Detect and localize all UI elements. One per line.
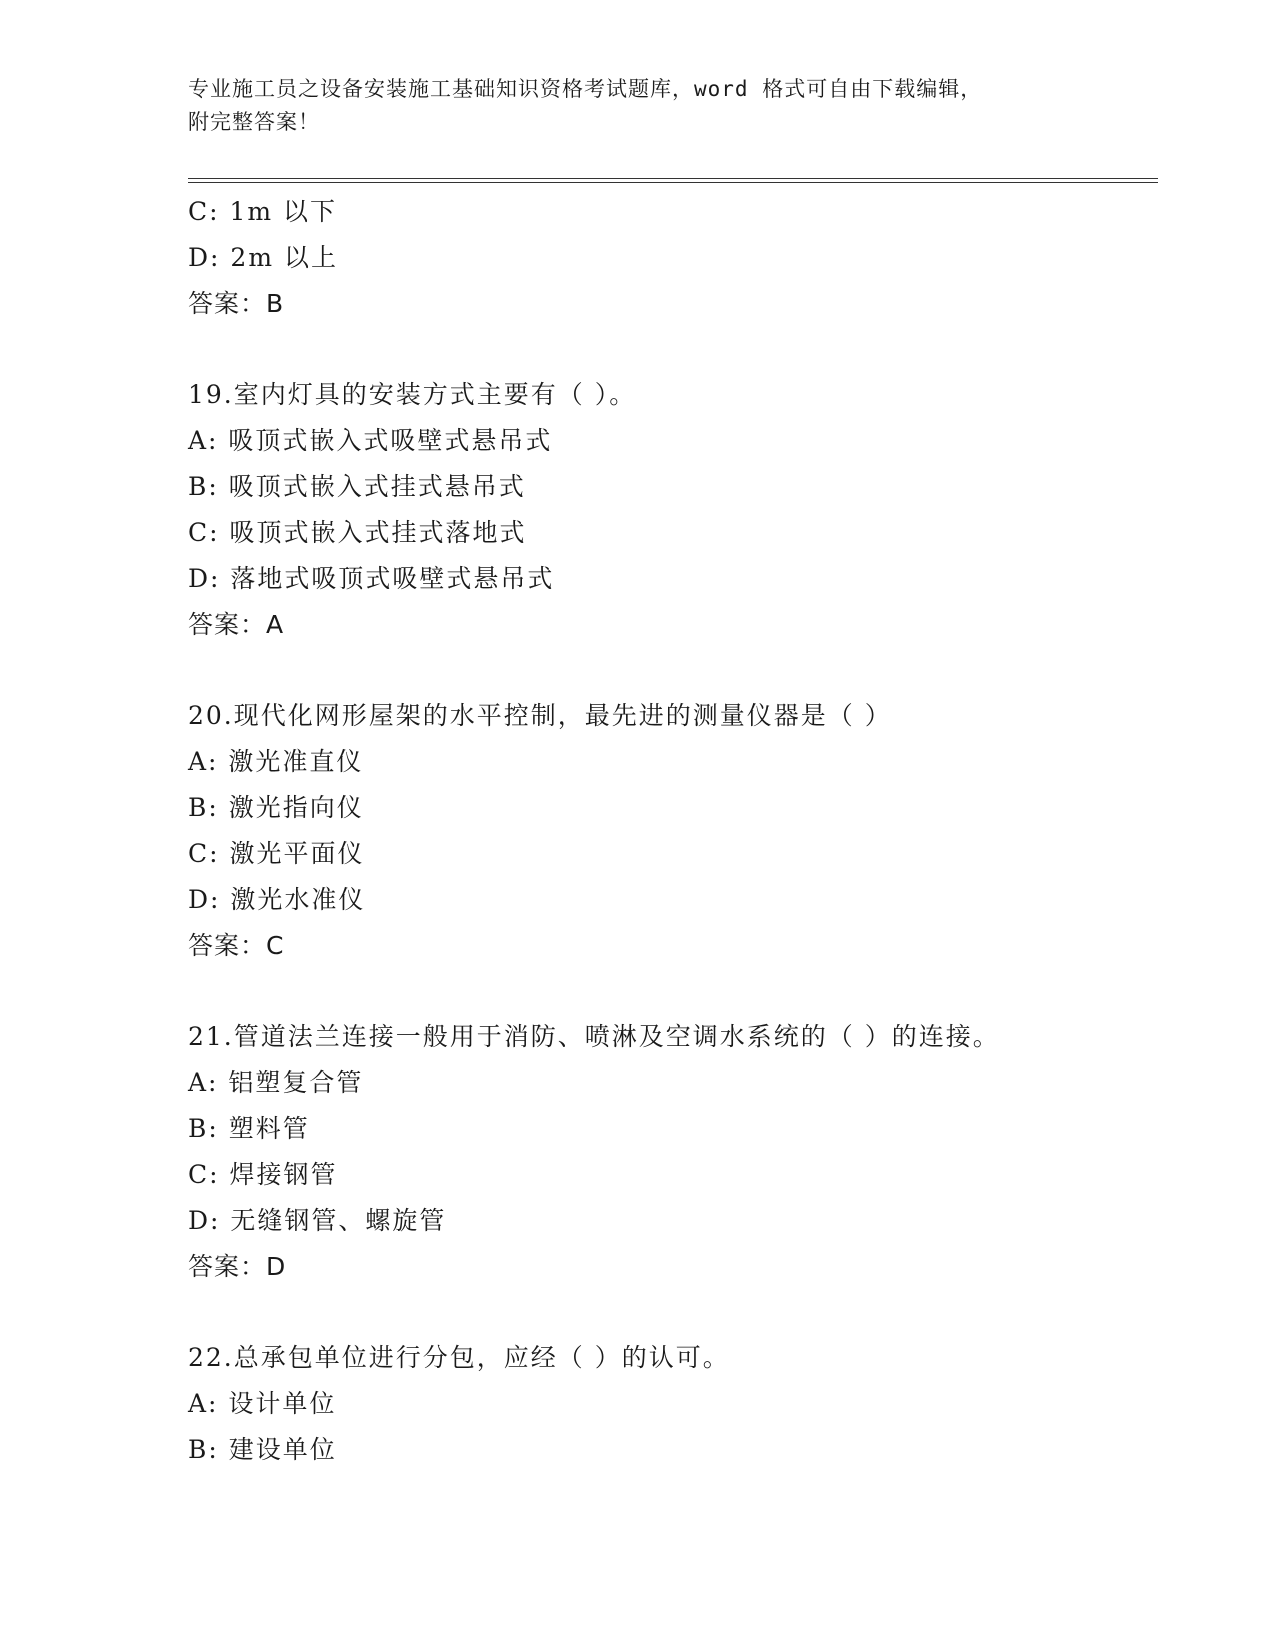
question-20 xyxy=(188,693,1148,969)
question-stem: 19.室内灯具的安装方式主要有（ ）。 xyxy=(188,380,637,409)
header-divider-bottom xyxy=(188,182,1158,183)
answer: 答案：C xyxy=(188,931,285,960)
question-stem: 22.总承包单位进行分包，应经（ ）的认可。 xyxy=(188,1343,730,1372)
question-list xyxy=(188,189,1148,1473)
option-c: C: 吸顶式嵌入式挂式落地式 xyxy=(188,518,527,547)
option-b: B: 吸顶式嵌入式挂式悬吊式 xyxy=(188,472,526,501)
option-d: D: 落地式吸顶式吸壁式悬吊式 xyxy=(188,564,555,593)
spacer xyxy=(188,648,1148,693)
option-a: A: 激光准直仪 xyxy=(188,747,364,776)
question-19 xyxy=(188,372,1148,648)
header-line-2: 附完整答案！ xyxy=(188,110,320,134)
spacer xyxy=(188,327,1148,372)
option-d: D: 激光水准仪 xyxy=(188,885,366,914)
option-d: D: 2m 以上 xyxy=(188,243,338,272)
spacer xyxy=(188,969,1148,1014)
answer: 答案：D xyxy=(188,1252,287,1281)
question-fragment xyxy=(188,189,1148,327)
option-d: D: 无缝钢管、螺旋管 xyxy=(188,1206,447,1235)
answer: 答案：B xyxy=(188,289,285,318)
option-c: C: 1m 以下 xyxy=(188,197,338,226)
spacer xyxy=(188,1290,1148,1335)
option-a: A: 铝塑复合管 xyxy=(188,1068,364,1097)
option-b: B: 塑料管 xyxy=(188,1114,310,1143)
option-b: B: 建设单位 xyxy=(188,1435,337,1464)
option-b: B: 激光指向仪 xyxy=(188,793,364,822)
option-c: C: 焊接钢管 xyxy=(188,1160,338,1189)
answer: 答案：A xyxy=(188,610,285,639)
option-c: C: 激光平面仪 xyxy=(188,839,365,868)
option-a: A: 吸顶式嵌入式吸壁式悬吊式 xyxy=(188,426,553,455)
document-header xyxy=(188,73,1088,139)
option-a: A: 设计单位 xyxy=(188,1389,337,1418)
question-stem: 21.管道法兰连接一般用于消防、喷淋及空调水系统的（ ）的连接。 xyxy=(188,1022,1000,1051)
header-divider-top xyxy=(188,178,1158,179)
question-22 xyxy=(188,1335,1148,1473)
header-line-1: 专业施工员之设备安装施工基础知识资格考试题库，word 格式可自由下载编辑， xyxy=(188,77,983,101)
question-21 xyxy=(188,1014,1148,1290)
question-stem: 20.现代化网形屋架的水平控制，最先进的测量仪器是（ ） xyxy=(188,701,892,730)
